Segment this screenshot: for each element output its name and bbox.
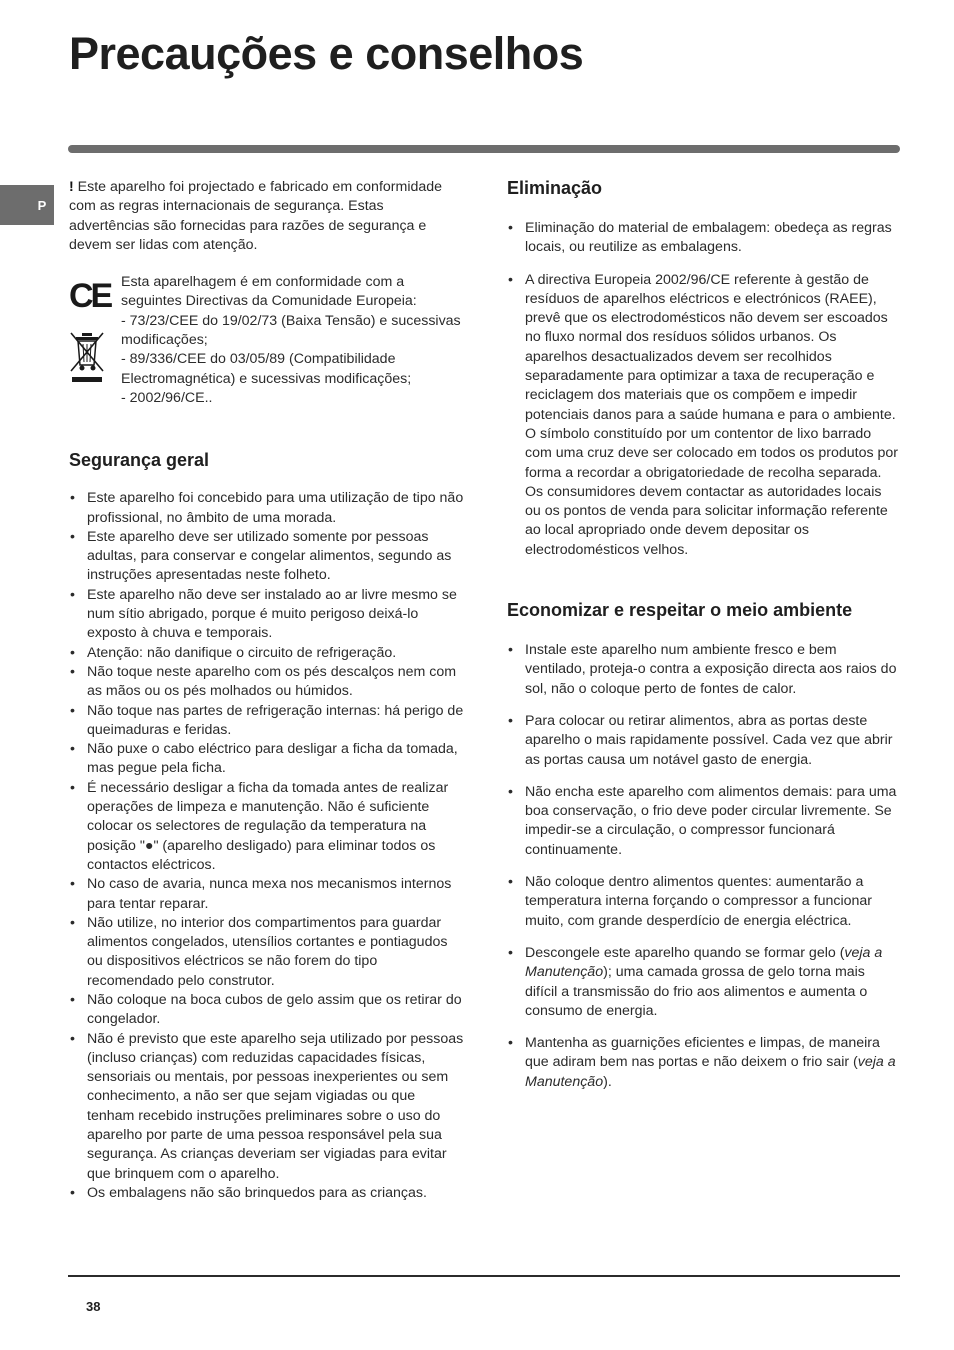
compliance-icons [69,279,109,390]
list-item: • Este aparelho deve ser utilizado somente por pessoas adultas, para conservar e congelar alimentos, segundo as instruções apresentadas neste folheto. [69,528,465,586]
list-item-text: A directiva Europeia 2002/96/CE referente à gestão de resíduos de aparelhos eléctricos e electrónicos (RAEE), prevê que os electrodomésticos não devem ser escoados no fluxo normal dos resíduos sólidos urbanos. Os aparelhos desactualizados devem ser recolhidos separadamente para optimizar a taxa de recuperação e reciclagem dos materiais que os compõem e impedir potenciais danos para a saúde humana e para o ambiente. O símbolo constituído por um contentor de lixo barrado com uma cruz deve ser colocado em todos os produtos por forma a recordar a obrigatoriedade de recolha separada. [525,271,899,481]
list-item: • Instale este aparelho num ambiente fresco e bem ventilado, proteja-o contra a exposição directa aos raios do sol, não o coloque perto de fontes de calor. [507,641,901,699]
list-item: • Para colocar ou retirar alimentos, abra as portas deste aparelho o mais rapidamente possível. Cada vez que abrir as portas causa um notável gasto de energia. [507,712,901,770]
list-item: • Este aparelho não deve ser instalado ao ar livre mesmo se num sítio abrigado, porque é muito perigoso deixá-lo exposto à chuva e temporais. [69,586,465,644]
ce-compliance-block [69,273,465,408]
ce-line: - 73/23/CEE do 19/02/73 (Baixa Tensão) e sucessivas modificações; [121,312,461,349]
seguranca-list [69,489,465,1203]
language-tab: P [0,185,54,225]
page-number: 38 [86,1299,101,1314]
list-item: • No caso de avaria, nunca mexa nos mecanismos internos para tentar reparar. [69,875,465,914]
list-item-text: Os consumidores devem contactar as autoridades locais ou os pontos de venda para solicitar informação referente ao local apropriado onde devem depositar os electrodomésticos velhos. [525,483,888,558]
list-item: • Não utilize, no interior dos compartimentos para guardar alimentos congelados, utensílios cortantes e pontiagudos ou dispositivos eléctricos se não forem do tipo recomendado pelo construtor. [69,914,465,991]
list-item: • Atenção: não danifique o circuito de refrigeração. [69,644,465,663]
list-item [507,944,901,1021]
section-heading-seguranca: Segurança geral [69,450,210,471]
list-item [507,1034,901,1092]
list-item: • Não coloque na boca cubos de gelo assim que os retirar do congelador. [69,991,465,1030]
intro-paragraph [69,178,465,255]
list-item-text: Mantenha as guarnições eficientes e limpas, de maneira que adiram bem nas portas e não deixem o frio sair ( [525,1035,880,1071]
list-item: • Não toque nas partes de refrigeração internas: há perigo de queimaduras e feridas. [69,702,465,741]
list-item [507,271,901,560]
list-item: • Não é previsto que este aparelho seja utilizado por pessoas (incluso crianças) com reduzidas capacidades físicas, sensoriais ou mentais, por pessoas inexperientes ou sem conhecimento, a não ser que sejam vigiadas ou que tenham recebido instruções preliminares sobre o uso do aparelho por parte de uma pessoa responsável pela sua segurança. As crianças deveriam ser vigiadas para evitar que brinquem com o aparelho. [69,1030,465,1184]
list-item: • Não coloque dentro alimentos quentes: aumentarão a temperatura interna forçando o compressor a funcionar muito, com grande desperdício de energia eléctrica. [507,873,901,931]
economizar-list [507,641,901,1092]
list-item: • É necessário desligar a ficha da tomada antes de realizar operações de limpeza e manutenção. Não é suficiente colocar os selectores de regulação da temperatura na posição "●" (aparelho desligado) para eliminar todos os contactos eléctricos. [69,779,465,875]
crossed-bin-icon [69,331,109,390]
section-heading-eliminacao: Eliminação [507,178,603,198]
left-column [69,178,465,1203]
list-item-text: ). [603,1073,612,1090]
eliminacao-list [507,219,901,560]
section-heading-economizar: Economizar e respeitar o meio ambiente [507,600,853,621]
list-item-text: ); uma camada grossa de gelo torna mais difícil a transmissão do frio aos alimentos e aumenta o consumo de energia. [525,964,868,1019]
list-item: • Não toque neste aparelho com os pés descalços nem com as mãos ou os pés molhados ou húmidos. [69,663,465,702]
ce-line: - 2002/96/CE.. [121,389,213,406]
footer-divider [68,1275,900,1277]
list-item: • Não puxe o cabo eléctrico para desligar a ficha da tomada, mas pegue pela ficha. [69,740,465,779]
ce-line: - 89/336/CEE do 03/05/89 (Compatibilidade Electromagnética) e sucessivas modificações; [121,351,412,387]
cross-reference: veja a Manutenção [525,1054,896,1090]
list-item: • Este aparelho foi concebido para uma utilização de tipo não profissional, no âmbito de uma morada. [69,489,465,528]
ce-line: Esta aparelhagem é em conformidade com a seguintes Directivas da Comunidade Europeia: [121,274,417,310]
page-title: Precauções e conselhos [69,28,584,79]
intro-text: Este aparelho foi projectado e fabricado em conformidade com as regras internacionais de segurança. Estas advertências são fornecidas para razões de segurança e devem ser lidas com atenção. [69,179,443,253]
list-item: • Eliminação do material de embalagem: obedeça as regras locais, ou reutilize as embalagens. [507,219,901,258]
list-item-text: Descongele este aparelho quando se formar gelo ( [525,944,845,961]
right-column [507,178,901,1105]
list-item: • Não encha este aparelho com alimentos demais: para uma boa conservação, o frio deve poder circular livremente. Se impedir-se a circulação, o compressor funcionará continuamente. [507,783,901,860]
cross-reference: veja a Manutenção [525,944,883,981]
list-item: • Os embalagens não são brinquedos para as crianças. [69,1184,465,1203]
ce-mark-icon: CE [69,277,111,316]
warning-mark: ! [69,179,74,195]
header-divider [68,145,900,153]
